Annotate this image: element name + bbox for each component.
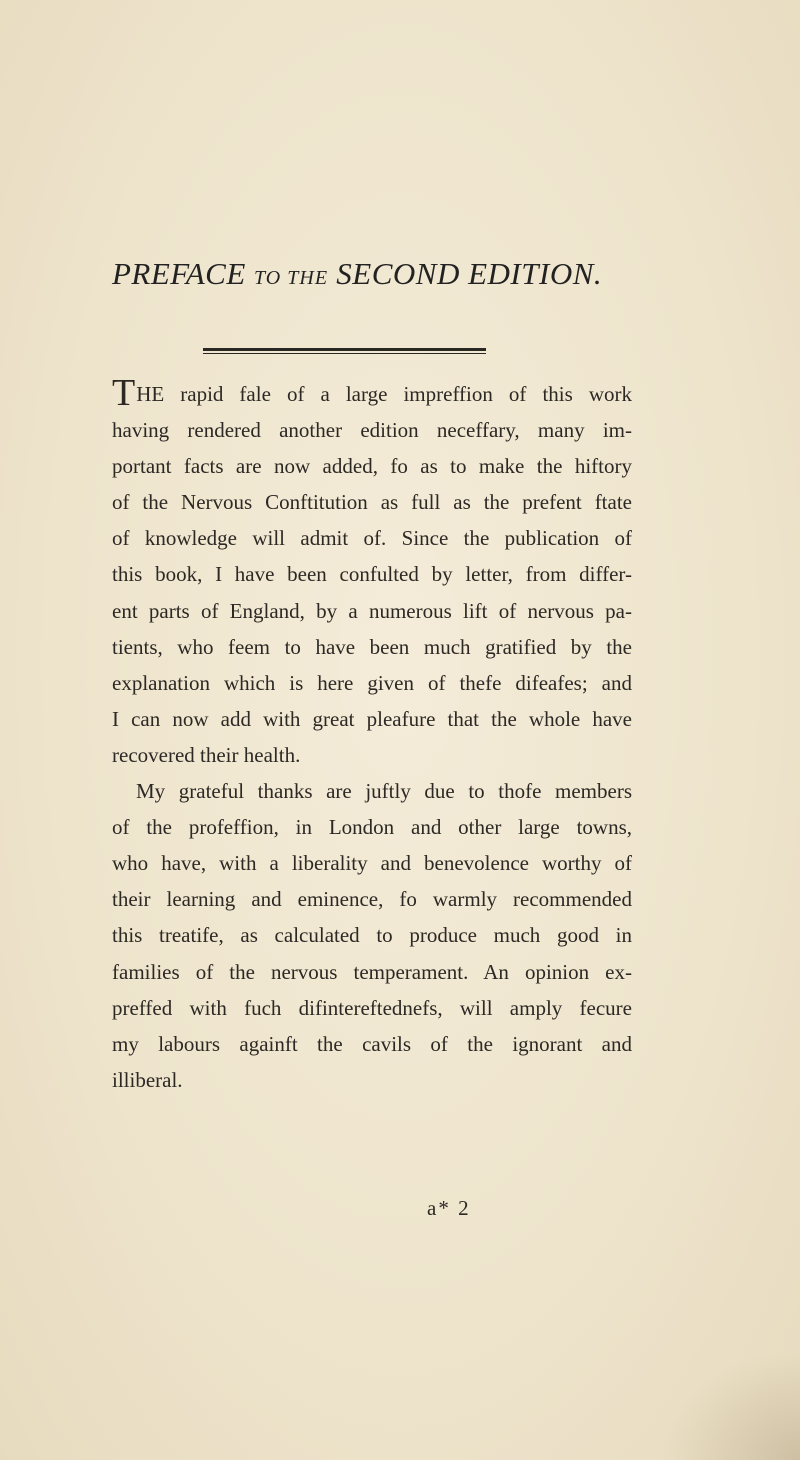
paragraph-2-line: My grateful thanks are juftly due to thofe members [136,779,632,804]
paragraph-2-line: my labours againft the cavils of the ignorant and [112,1031,632,1056]
paragraph-1-line: I can now add with great pleafure that the whole have [112,706,632,731]
page-heading [112,256,752,292]
preface-text [112,372,632,1098]
paper-stain [660,1350,800,1460]
paragraph-1-line: tients, who feem to have been much gratified by the [112,634,632,659]
heading-rule-thin [203,353,486,354]
heading-second-edition: SECOND EDITION. [328,256,603,291]
drop-cap: T [112,372,136,414]
heading-to-the: TO THE [254,267,329,289]
paragraph-1-line: of knowledge will admit of. Since the publication of [112,526,632,551]
paragraph-1-line: portant facts are now added, fo as to make the hiftory [112,454,632,479]
paragraph-1-line: explanation which is here given of thefe difeafes; and [112,670,632,695]
signature-mark: a* 2 [427,1196,471,1220]
paragraph-1-line: this book, I have been confulted by letter, from differ- [112,562,632,587]
paragraph-1-line: recovered their health. [112,742,301,767]
paragraph-2-line: who have, with a liberality and benevolence worthy of [112,851,632,876]
paragraph-1-line: ent parts of England, by a numerous lift of nervous pa- [112,598,632,623]
heading-rule-thick [203,348,486,351]
paragraph-1-line-1: THE rapid fale of a large impreffion of this work [112,372,632,414]
heading-preface: PREFACE [112,256,255,291]
paragraph-1-line: of the Nervous Conftitution as full as the prefent ftate [112,490,632,515]
paragraph-2-line: their learning and eminence, fo warmly recommended [112,887,632,912]
paragraph-2-line: this treatife, as calculated to produce much good in [112,923,632,948]
paragraph-2-line: families of the nervous temperament. An opinion ex- [112,959,632,984]
paragraph-2-line: illiberal. [112,1067,183,1092]
paragraph-2-line: of the profeffion, in London and other large towns, [112,815,632,840]
paragraph-2-line: preffed with fuch difintereftednefs, will amply fecure [112,995,632,1020]
paragraph-1-line: having rendered another edition neceffary, many im- [112,418,632,443]
